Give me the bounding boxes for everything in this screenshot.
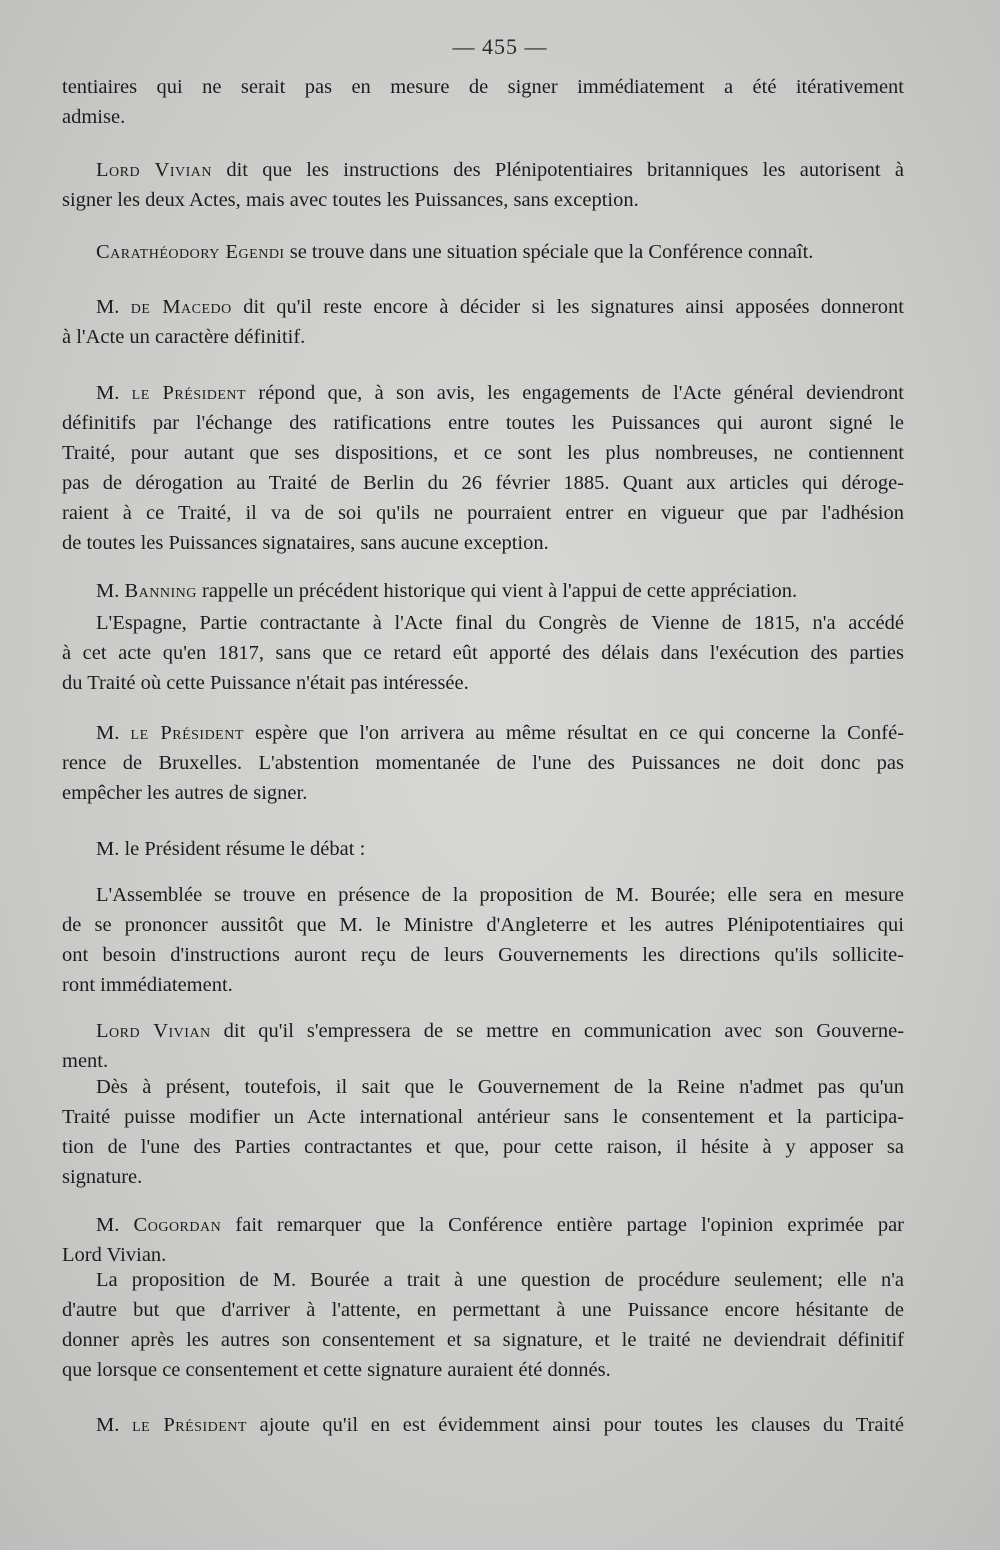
text-line: rappelle un précédent historique qui vient à l'appui de cette appréciation. xyxy=(202,580,798,602)
text-line: répond que, à son avis, les engagements de l'Acte général deviendront xyxy=(258,382,904,404)
paragraph xyxy=(62,237,904,267)
text-line: ajoute qu'il en est évidemment ainsi pour toutes les clauses du Traité xyxy=(259,1414,905,1436)
text-line: tion de l'une des Parties contractantes et que, pour cette raison, il hésite à y apposer sa xyxy=(62,1136,904,1158)
text-line: définitifs par l'échange des ratifications entre toutes les Puissances qui auront signé le xyxy=(62,412,904,434)
text-line: que lorsque ce consentement et cette signature auraient été donnés. xyxy=(62,1359,611,1381)
text-line: raient à ce Traité, il va de soi qu'ils ne pourraient entrer en vigueur que par l'adhésion xyxy=(62,502,904,524)
paragraph xyxy=(62,292,904,352)
text-line: tentiaires qui ne serait pas en mesure de signer immédiatement a été itérativement xyxy=(62,76,904,98)
paragraph xyxy=(62,834,904,864)
text-line: espère que l'on arrivera au même résultat en ce qui concerne la Confé- xyxy=(255,722,905,744)
speaker-name: Lord Vivian xyxy=(96,1020,211,1042)
text-line: à l'Acte un caractère définitif. xyxy=(62,326,306,348)
speaker-name: le Président xyxy=(132,1414,247,1436)
text-line: ront immédiatement. xyxy=(62,974,233,996)
text-line: L'Assemblée se trouve en présence de la proposition de M. Bourée; elle sera en mesure xyxy=(96,884,904,906)
paragraph xyxy=(62,378,904,558)
text-line: dit que les instructions des Plénipotentiaires britanniques les autorisent à xyxy=(226,159,905,181)
text-line: admise. xyxy=(62,106,126,128)
text-line: rence de Bruxelles. L'abstention momentanée de l'une des Puissances ne doit donc pas xyxy=(62,752,904,774)
speaker-prefix: M. xyxy=(96,580,120,602)
speaker-prefix: M. xyxy=(96,1414,120,1436)
paragraph xyxy=(62,718,904,808)
paragraph xyxy=(62,608,904,698)
speaker-prefix: M. xyxy=(96,296,120,318)
text-line: Traité puisse modifier un Acte international antérieur sans le consentement et la participa- xyxy=(62,1106,904,1128)
speaker-name: Carathéodory Egendi xyxy=(96,241,285,263)
speaker-name: de Macedo xyxy=(130,296,232,318)
speaker-prefix: M. xyxy=(96,722,120,744)
speaker-name: Lord Vivian xyxy=(96,159,212,181)
text-line: L'Espagne, Partie contractante à l'Acte final du Congrès de Vienne de 1815, n'a accédé xyxy=(96,612,904,634)
text-line: empêcher les autres de signer. xyxy=(62,782,308,804)
paragraph xyxy=(62,155,904,215)
text-line: du Traité où cette Puissance n'était pas intéressée. xyxy=(62,672,469,694)
paragraph xyxy=(62,72,904,132)
text-line: dit qu'il s'empressera de se mettre en communication avec son Gouverne- xyxy=(223,1020,905,1042)
text-line: donner après les autres son consentement et sa signature, et le traité ne deviendrait définitif xyxy=(62,1329,904,1351)
text-line: se trouve dans une situation spéciale que la Conférence connaît. xyxy=(289,241,814,263)
text-line: à cet acte qu'en 1817, sans que ce retard eût apporté des délais dans l'exécution des parties xyxy=(62,642,904,664)
paragraph xyxy=(62,1265,904,1385)
speaker-name: Cogordan xyxy=(133,1214,222,1236)
text-line: fait remarquer que la Conférence entière partage l'opinion exprimée par xyxy=(235,1214,905,1236)
text-line: Dès à présent, toutefois, il sait que le Gouvernement de la Reine n'admet pas qu'un xyxy=(96,1076,904,1098)
page-number: — 455 — xyxy=(452,34,548,59)
speaker-name: le Président xyxy=(131,382,247,404)
speaker-name: le Président xyxy=(130,722,244,744)
paragraph xyxy=(62,1410,904,1440)
paragraph xyxy=(62,880,904,1000)
text-line: signature. xyxy=(62,1166,143,1188)
paragraph xyxy=(62,576,904,606)
text-line: dit qu'il reste encore à décider si les signatures ainsi apposées donneront xyxy=(243,296,904,318)
speaker-prefix: M. xyxy=(96,382,120,404)
text-line: ment. xyxy=(62,1050,109,1072)
text-line: ont besoin d'instructions auront reçu de leurs Gouvernements les directions qu'ils sollicite- xyxy=(62,944,904,966)
paragraph xyxy=(62,1016,904,1076)
text-line: pas de dérogation au Traité de Berlin du 26 février 1885. Quant aux articles qui déroge- xyxy=(62,472,904,494)
text-line: Traité, pour autant que ses dispositions, et ce sont les plus nombreuses, ne contiennent xyxy=(62,442,904,464)
text-line: de toutes les Puissances signataires, sans aucune exception. xyxy=(62,532,549,554)
text-line: signer les deux Actes, mais avec toutes les Puissances, sans exception. xyxy=(62,189,639,211)
speaker-prefix: M. xyxy=(96,1214,120,1236)
text-line: La proposition de M. Bourée a trait à une question de procédure seulement; elle n'a xyxy=(96,1269,904,1291)
text-line: de se prononcer aussitôt que M. le Ministre d'Angleterre et les autres Plénipotentiaires qui xyxy=(62,914,904,936)
paragraph xyxy=(62,1210,904,1270)
speaker-name: Banning xyxy=(124,580,197,602)
text-line: M. le Président résume le débat : xyxy=(96,838,366,860)
paragraph xyxy=(62,1072,904,1192)
text-line: Lord Vivian. xyxy=(62,1244,167,1266)
text-line: d'autre but que d'arriver à l'attente, en permettant à une Puissance encore hésitante de xyxy=(62,1299,904,1321)
